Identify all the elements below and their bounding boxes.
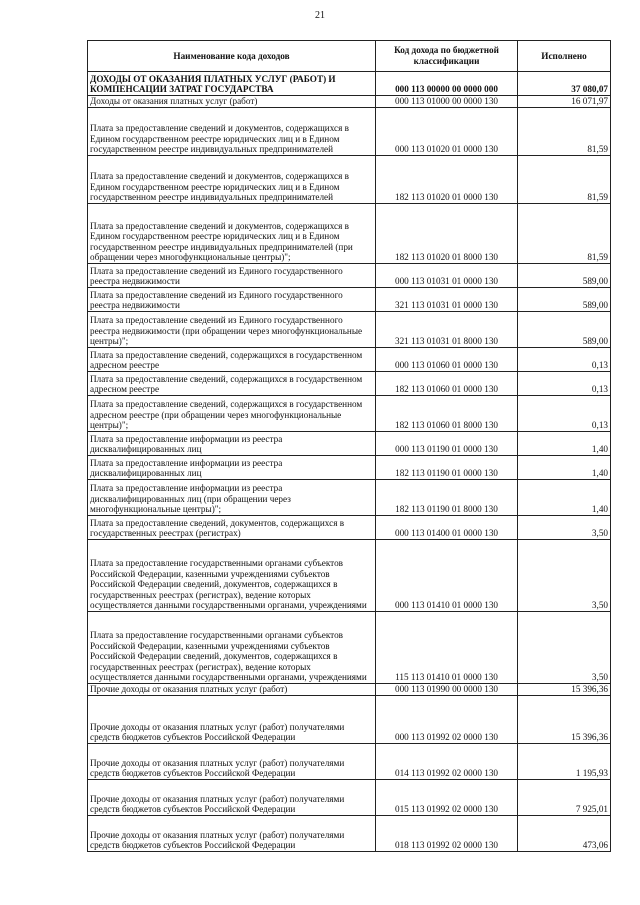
row-amount: 16 071,97 [518,96,611,108]
row-amount: 3,50 [518,540,611,612]
row-name: Плата за предоставление государственными органами субъектов Российской Федерации, казенными учреждениями субъектов Российской Федерации сведений, документов, содержащихся в государственных реестрах (регистрах), ведение которых осуществляется данными государственными органами, учреждениями [88,612,376,684]
table-row [88,204,611,264]
row-code: 182 113 01060 01 8000 130 [376,396,518,432]
row-name: Плата за предоставление сведений, содержащихся в государственном адресном реестре [88,348,376,372]
row-amount: 3,50 [518,516,611,540]
table-row [88,264,611,288]
row-code: 000 113 01990 00 0000 130 [376,684,518,696]
row-name: Плата за предоставление информации из реестра дисквалифицированных лиц [88,456,376,480]
row-amount: 15 396,36 [518,684,611,696]
row-code: 182 113 01190 01 8000 130 [376,480,518,516]
row-name: Плата за предоставление сведений и документов, содержащихся в Едином государственном реестре юридических лиц и в Едином государственном реестре индивидуальных предпринимателей [88,108,376,156]
row-amount: 0,13 [518,348,611,372]
row-amount: 589,00 [518,288,611,312]
table-row [88,96,611,108]
row-code: 321 113 01031 01 8000 130 [376,312,518,348]
row-code: 015 113 01992 02 0000 130 [376,780,518,816]
row-amount: 7 925,01 [518,780,611,816]
row-code: 014 113 01992 02 0000 130 [376,744,518,780]
row-code: 000 113 01190 01 0000 130 [376,432,518,456]
row-amount: 37 080,07 [518,72,611,96]
table-row [88,816,611,852]
row-amount: 1 195,93 [518,744,611,780]
row-amount: 15 396,36 [518,696,611,744]
table-row [88,456,611,480]
header-code: Код дохода по бюджетной классификации [376,41,518,72]
row-name: Плата за предоставление сведений, содержащихся в государственном адресном реестре (при обращении через многофункциональные центры)"; [88,396,376,432]
table-row [88,684,611,696]
row-code: 000 113 01410 01 0000 130 [376,540,518,612]
row-name: Плата за предоставление сведений, содержащихся в государственном адресном реестре [88,372,376,396]
row-name: Плата за предоставление сведений и документов, содержащихся в Едином государственном реестре юридических лиц и в Едином государственном реестре индивидуальных предпринимателей [88,156,376,204]
row-amount: 1,40 [518,432,611,456]
table-row [88,108,611,156]
row-amount: 81,59 [518,156,611,204]
revenue-table [87,40,611,852]
header-executed: Исполнено [518,41,611,72]
row-amount: 3,50 [518,612,611,684]
row-name: Прочие доходы от оказания платных услуг (работ) получателями средств бюджетов субъектов Российской Федерации [88,744,376,780]
row-amount: 0,13 [518,396,611,432]
row-name: Прочие доходы от оказания платных услуг (работ) [88,684,376,696]
row-name: Плата за предоставление сведений из Единого государственного реестра недвижимости [88,288,376,312]
table-row [88,612,611,684]
row-amount: 473,06 [518,816,611,852]
row-amount: 589,00 [518,312,611,348]
row-amount: 0,13 [518,372,611,396]
table-row [88,516,611,540]
table-row [88,744,611,780]
header-name: Наименование кода доходов [88,41,376,72]
row-name: Плата за предоставление сведений из Единого государственного реестра недвижимости [88,264,376,288]
row-code: 182 113 01190 01 0000 130 [376,456,518,480]
row-code: 182 113 01060 01 0000 130 [376,372,518,396]
row-name: Плата за предоставление сведений и документов, содержащихся в Едином государственном реестре юридических лиц и в Едином государственном реестре индивидуальных предпринимателей (при обращении через многофункциональные центры)"; [88,204,376,264]
row-code: 000 113 01060 01 0000 130 [376,348,518,372]
table-row [88,372,611,396]
row-code: 000 113 01000 00 0000 130 [376,96,518,108]
row-name: Плата за предоставление информации из реестра дисквалифицированных лиц [88,432,376,456]
row-name: Плата за предоставление информации из реестра дисквалифицированных лиц (при обращении через многофункциональные центры)"; [88,480,376,516]
row-amount: 81,59 [518,204,611,264]
row-code: 321 113 01031 01 0000 130 [376,288,518,312]
table-row [88,72,611,96]
row-name: ДОХОДЫ ОТ ОКАЗАНИЯ ПЛАТНЫХ УСЛУГ (РАБОТ) И КОМПЕНСАЦИИ ЗАТРАТ ГОСУДАРСТВА [88,72,376,96]
row-amount: 1,40 [518,480,611,516]
row-code: 182 113 01020 01 0000 130 [376,156,518,204]
row-name: Прочие доходы от оказания платных услуг (работ) получателями средств бюджетов субъектов Российской Федерации [88,816,376,852]
table-row [88,696,611,744]
table-row [88,432,611,456]
row-name: Прочие доходы от оказания платных услуг (работ) получателями средств бюджетов субъектов Российской Федерации [88,696,376,744]
table-row [88,312,611,348]
page-number: 21 [315,10,325,21]
row-amount: 589,00 [518,264,611,288]
row-code: 182 113 01020 01 8000 130 [376,204,518,264]
row-name: Доходы от оказания платных услуг (работ) [88,96,376,108]
row-code: 115 113 01410 01 0000 130 [376,612,518,684]
row-name: Плата за предоставление государственными органами субъектов Российской Федерации, казенными учреждениями субъектов Российской Федерации сведений, документов, содержащихся в государственных реестрах (регистрах), ведение которых осуществляется данными государственными органами, учреждениями [88,540,376,612]
row-name: Плата за предоставление сведений, документов, содержащихся в государственных реестрах (регистрах) [88,516,376,540]
table-row [88,348,611,372]
table-row [88,156,611,204]
row-name: Плата за предоставление сведений из Единого государственного реестра недвижимости (при обращении через многофункциональные центры)"; [88,312,376,348]
row-code: 000 113 01992 02 0000 130 [376,696,518,744]
table-row [88,780,611,816]
row-name: Прочие доходы от оказания платных услуг (работ) получателями средств бюджетов субъектов Российской Федерации [88,780,376,816]
table-row [88,540,611,612]
row-amount: 1,40 [518,456,611,480]
row-code: 000 113 01031 01 0000 130 [376,264,518,288]
row-code: 018 113 01992 02 0000 130 [376,816,518,852]
row-amount: 81,59 [518,108,611,156]
row-code: 000 113 00000 00 0000 000 [376,72,518,96]
table-row [88,480,611,516]
row-code: 000 113 01020 01 0000 130 [376,108,518,156]
table-row [88,396,611,432]
row-code: 000 113 01400 01 0000 130 [376,516,518,540]
table-row [88,288,611,312]
table-header-row [88,41,611,72]
